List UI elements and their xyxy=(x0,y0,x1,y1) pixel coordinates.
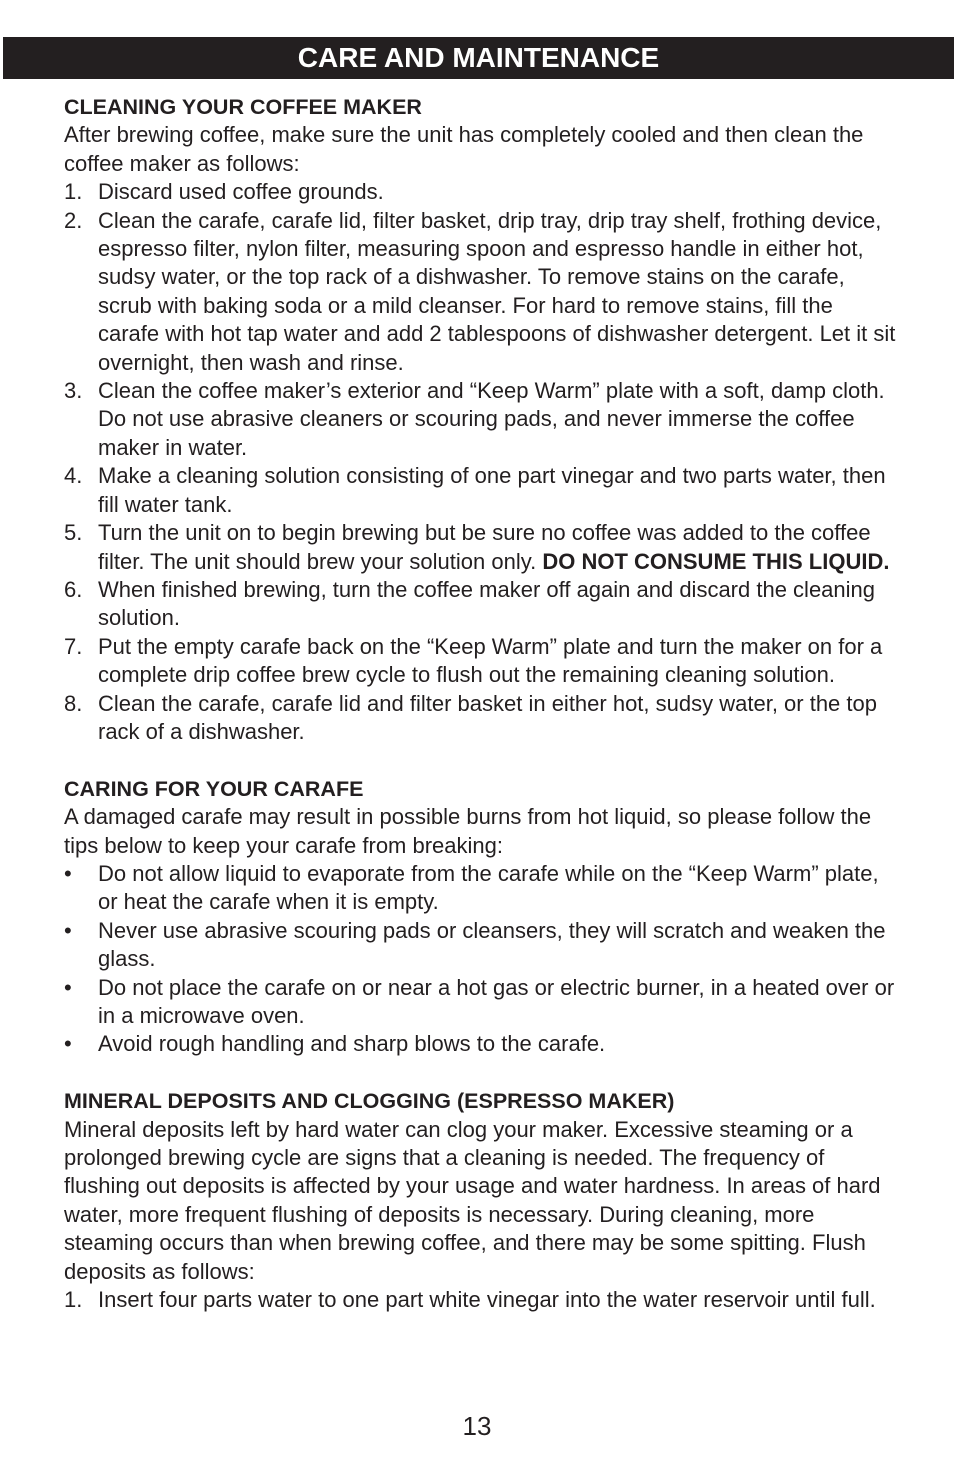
list-number: 1. xyxy=(64,179,83,205)
list-text: Clean the coffee maker’s exterior and “Keep Warm” plate with a soft, damp cloth. Do not use abrasive cleaners or scouring pads, and never immerse the coffee maker in water. xyxy=(98,378,885,460)
bullet-marker: • xyxy=(64,860,72,886)
list-number: 3. xyxy=(64,378,83,404)
list-item xyxy=(64,377,896,462)
list-text: Clean the carafe, carafe lid and filter basket in either hot, sudsy water, or the top rack of a dishwasher. xyxy=(98,690,877,744)
section-carafe xyxy=(64,775,896,1059)
section-intro: Mineral deposits left by hard water can clog your maker. Excessive steaming or a prolonged brewing cycle are signs that a cleaning is needed. The frequency of flushing out deposits is affected by your usage and water hardness. In areas of hard water, more frequent flushing of deposits is necessary. During cleaning, more steaming occurs than when brewing coffee, and there may be some spitting. Flush deposits as follows: xyxy=(64,1116,881,1284)
list-text: Clean the carafe, carafe lid, filter basket, drip tray, drip tray shelf, frothing device, espresso filter, nylon filter, measuring spoon and espresso handle in either hot, sudsy water, or the top rack of a dishwasher. To remove stains on the carafe, scrub with baking soda or a mild cleanser. For hard to remove stains, fill the carafe with hot tap water and add 2 tablespoons of dishwasher detergent. Let it sit overnight, then wash and rinse. xyxy=(98,207,896,375)
bullet-marker: • xyxy=(64,974,72,1000)
numbered-list xyxy=(64,178,896,746)
bullet-list xyxy=(64,860,896,1059)
list-number: 4. xyxy=(64,463,83,489)
numbered-list xyxy=(64,1286,896,1314)
list-number: 1. xyxy=(64,1287,83,1313)
page-content xyxy=(64,93,896,1314)
list-item xyxy=(64,1030,896,1058)
list-number: 7. xyxy=(64,633,83,659)
list-text: Do not place the carafe on or near a hot gas or electric burner, in a heated over or in a microwave oven. xyxy=(98,974,895,1028)
section-heading: MINERAL DEPOSITS AND CLOGGING (ESPRESSO MAKER) xyxy=(64,1089,675,1114)
list-text-body: Turn the unit on to begin brewing but be sure no coffee was added to the coffee filter. The unit should brew your solution only. xyxy=(98,520,871,574)
section-intro: A damaged carafe may result in possible burns from hot liquid, so please follow the tips below to keep your carafe from breaking: xyxy=(64,804,872,858)
list-item xyxy=(64,633,896,690)
list-text: Discard used coffee grounds. xyxy=(98,179,384,205)
list-text: When finished brewing, turn the coffee maker off again and discard the cleaning solution. xyxy=(98,576,876,631)
warning-text: DO NOT CONSUME THIS LIQUID. xyxy=(542,548,890,574)
page-number: 13 xyxy=(462,1411,492,1441)
page-title-banner xyxy=(3,37,954,79)
section-mineral-deposits xyxy=(64,1087,896,1314)
list-number: 6. xyxy=(64,576,83,602)
list-item xyxy=(64,860,896,917)
section-spacer xyxy=(64,746,896,774)
bullet-marker: • xyxy=(64,917,72,943)
bullet-marker: • xyxy=(64,1031,72,1057)
list-text: Never use abrasive scouring pads or cleansers, they will scratch and weaken the glass. xyxy=(98,917,886,972)
list-item xyxy=(64,690,896,747)
list-item xyxy=(64,519,896,576)
list-item xyxy=(64,974,896,1031)
section-heading: CLEANING YOUR COFFEE MAKER xyxy=(64,95,422,119)
list-text: Put the empty carafe back on the “Keep Warm” plate and turn the maker on for a complete drip coffee brew cycle to flush out the remaining cleaning solution. xyxy=(98,633,883,688)
list-item xyxy=(64,178,896,206)
list-item xyxy=(64,576,896,633)
section-heading: CARING FOR YOUR CARAFE xyxy=(64,776,364,801)
list-item xyxy=(64,207,896,377)
list-item xyxy=(64,462,896,519)
list-number: 8. xyxy=(64,690,83,716)
list-number: 5. xyxy=(64,520,83,546)
list-number: 2. xyxy=(64,207,83,233)
list-item xyxy=(64,917,896,974)
list-text: Do not allow liquid to evaporate from the carafe while on the “Keep Warm” plate, or heat the carafe when it is empty. xyxy=(98,860,879,915)
page-title: CARE AND MAINTENANCE xyxy=(297,42,660,73)
section-intro: After brewing coffee, make sure the unit has completely cooled and then clean the coffee maker as follows: xyxy=(64,122,864,176)
list-text xyxy=(98,519,896,576)
section-spacer xyxy=(64,1059,896,1087)
list-item xyxy=(64,1286,896,1314)
section-cleaning xyxy=(64,93,896,746)
list-text: Make a cleaning solution consisting of one part vinegar and two parts water, then fill water tank. xyxy=(98,463,886,517)
list-text: Avoid rough handling and sharp blows to the carafe. xyxy=(98,1031,606,1057)
list-text: Insert four parts water to one part white vinegar into the water reservoir until full. xyxy=(98,1287,876,1313)
